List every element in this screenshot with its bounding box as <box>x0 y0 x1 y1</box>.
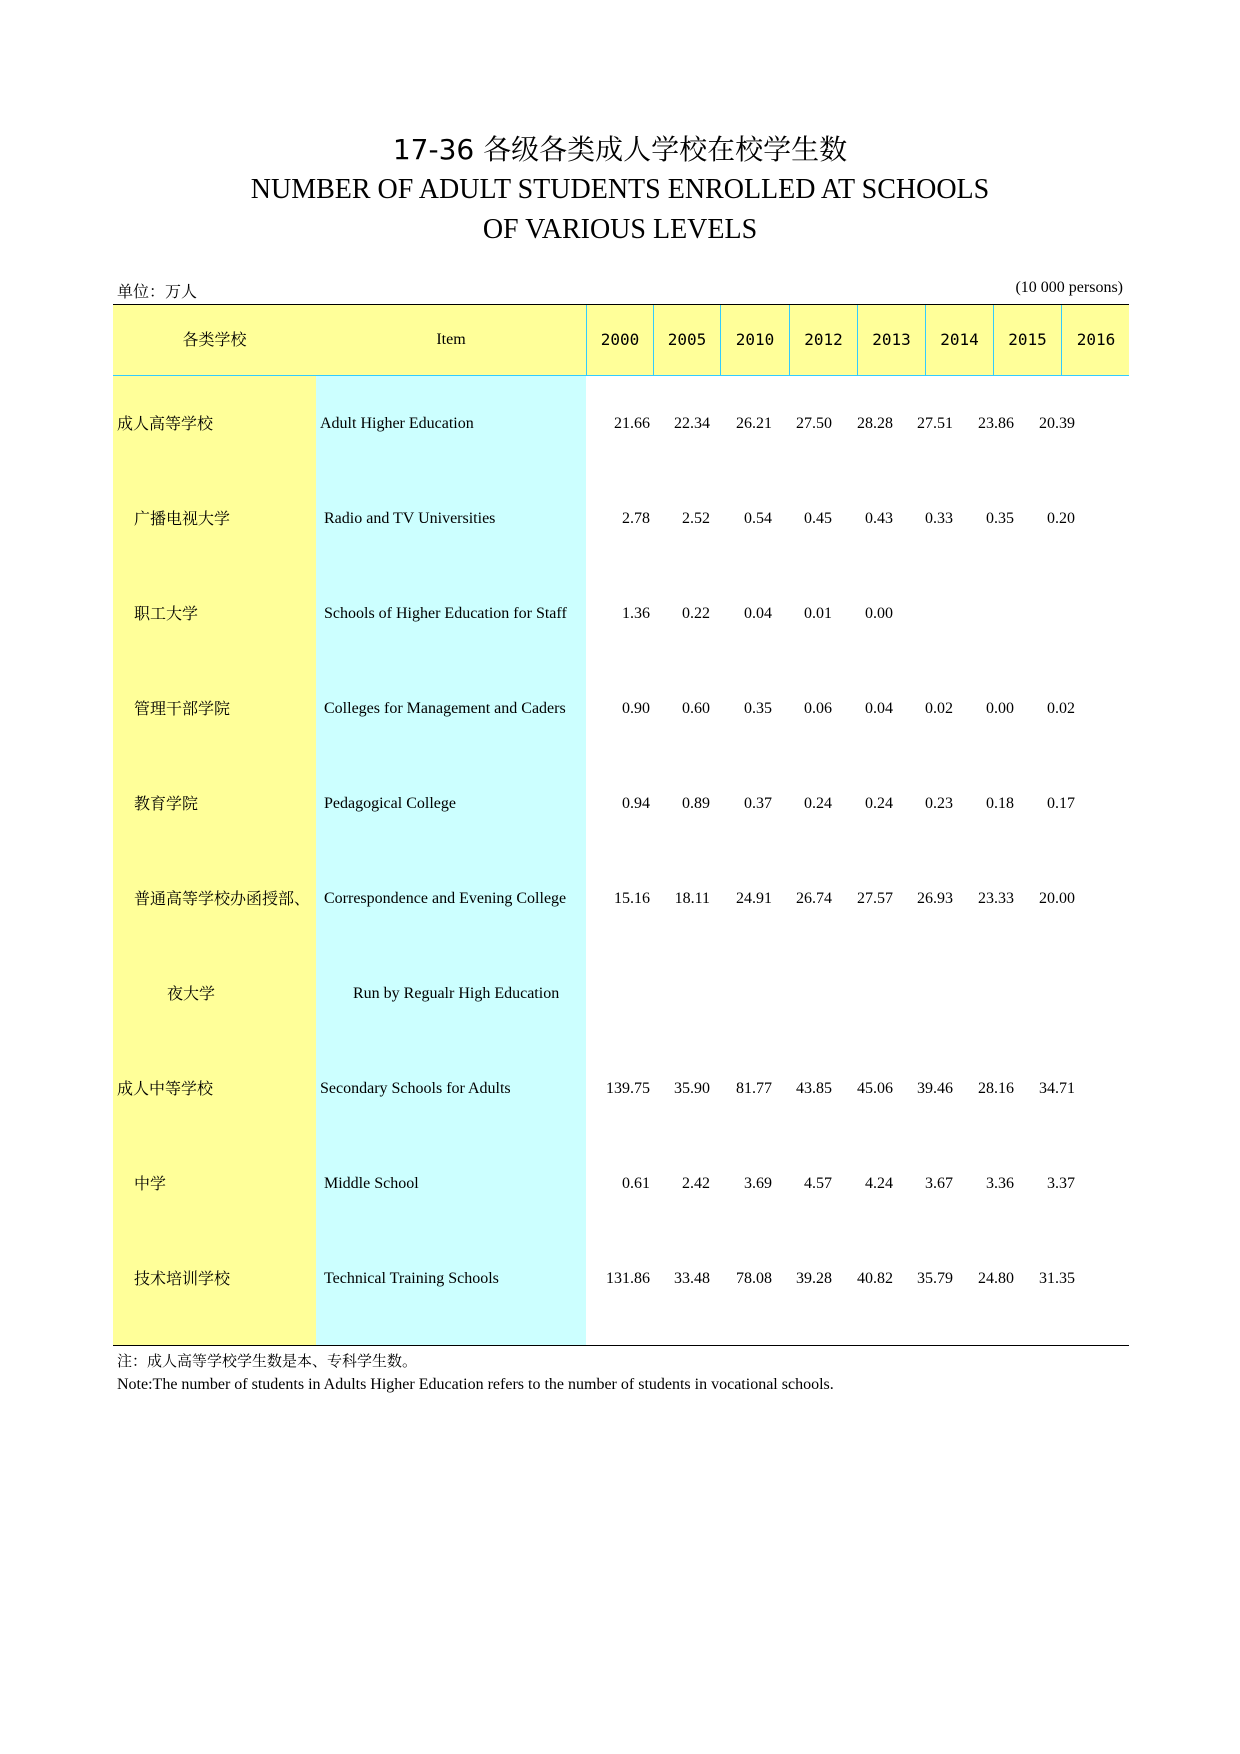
row-label-en: Schools of Higher Education for Staff <box>324 605 567 622</box>
value-cell: 39.28 <box>796 1270 832 1287</box>
value-cell: 0.00 <box>865 605 893 622</box>
header-school-cn: 各类学校 <box>182 330 247 349</box>
row-label-en: Pedagogical College <box>324 795 456 812</box>
value-cell: 139.75 <box>606 1080 650 1097</box>
value-cell <box>948 566 1014 661</box>
value-cell: 34.71 <box>1039 1080 1075 1097</box>
row-label-cn: 广播电视大学 <box>134 509 231 528</box>
value-cell: 33.48 <box>674 1270 710 1287</box>
value-cell: 131.86 <box>606 1270 650 1287</box>
unit-label-cn: 单位：万人 <box>117 284 198 301</box>
row-label-en: Adult Higher Education <box>320 415 474 432</box>
table-row <box>113 376 1129 471</box>
row-label-cn: 成人中等学校 <box>117 1079 214 1098</box>
value-cell: 0.43 <box>865 510 893 527</box>
value-cell: 1.36 <box>622 605 650 622</box>
table-row <box>113 471 1129 566</box>
value-cell: 27.50 <box>796 415 832 432</box>
value-cell: 4.24 <box>865 1175 893 1192</box>
page-title-en-line1: NUMBER OF ADULT STUDENTS ENROLLED AT SCHOOLS <box>250 174 990 205</box>
value-cell: 26.93 <box>917 890 953 907</box>
value-cell: 3.36 <box>986 1175 1014 1192</box>
header-year: 2015 <box>993 305 1061 375</box>
value-cell: 23.86 <box>978 415 1014 432</box>
header-year: 2014 <box>925 305 993 375</box>
page-title-cn: 17-36 各级各类成人学校在校学生数 <box>392 133 848 166</box>
value-cell: 2.78 <box>622 510 650 527</box>
value-cell: 0.23 <box>925 795 953 812</box>
page-title-en-line2: OF VARIOUS LEVELS <box>482 214 758 245</box>
row-label-en: Colleges for Management and Caders <box>324 700 566 717</box>
row-label-cn: 中学 <box>134 1174 167 1193</box>
value-cell: 0.04 <box>865 700 893 717</box>
value-cell <box>827 946 893 1041</box>
value-cell: 0.06 <box>804 700 832 717</box>
value-cell: 21.66 <box>614 415 650 432</box>
value-cell <box>644 946 710 1041</box>
value-cell <box>584 946 650 1041</box>
value-cell: 0.24 <box>865 795 893 812</box>
value-cell: 0.02 <box>1047 700 1075 717</box>
value-cell: 23.33 <box>978 890 1014 907</box>
header-year: 2012 <box>789 305 857 375</box>
row-label-cn: 职工大学 <box>134 604 199 623</box>
header-year: 2016 <box>1061 305 1130 375</box>
value-cell: 0.54 <box>744 510 772 527</box>
value-cell: 0.24 <box>804 795 832 812</box>
value-cell: 35.90 <box>674 1080 710 1097</box>
row-label-cn: 技术培训学校 <box>134 1269 231 1288</box>
value-cell <box>1009 566 1075 661</box>
value-cell: 28.16 <box>978 1080 1014 1097</box>
table-row <box>113 566 1129 661</box>
header-item-en: Item <box>436 331 466 348</box>
table-row <box>113 1041 1129 1136</box>
value-cell: 0.17 <box>1047 795 1075 812</box>
row-label-cn: 夜大学 <box>167 984 216 1003</box>
value-cell: 0.33 <box>925 510 953 527</box>
value-cell: 22.34 <box>674 415 710 432</box>
table-row <box>113 756 1129 851</box>
value-cell: 81.77 <box>736 1080 772 1097</box>
value-cell: 2.42 <box>682 1175 710 1192</box>
row-label-en: Run by Regualr High Education <box>353 985 560 1002</box>
value-cell: 0.35 <box>986 510 1014 527</box>
value-cell: 20.00 <box>1039 890 1075 907</box>
value-cell: 0.04 <box>744 605 772 622</box>
value-cell: 4.57 <box>804 1175 832 1192</box>
value-cell: 26.21 <box>736 415 772 432</box>
value-cell: 0.00 <box>986 700 1014 717</box>
value-cell <box>1009 946 1075 1041</box>
value-cell: 0.89 <box>682 795 710 812</box>
value-cell: 24.80 <box>978 1270 1014 1287</box>
table-row <box>113 1136 1129 1231</box>
value-cell: 43.85 <box>796 1080 832 1097</box>
row-label-cn: 成人高等学校 <box>117 414 214 433</box>
table-row <box>113 851 1129 946</box>
row-label-cn: 教育学院 <box>134 794 199 813</box>
value-cell: 28.28 <box>857 415 893 432</box>
value-cell <box>887 566 953 661</box>
note-cn: 注：成人高等学校学生数是本、专科学生数。 <box>117 1352 418 1370</box>
header-year: 2013 <box>857 305 925 375</box>
row-label-cn: 普通高等学校办函授部、 <box>134 889 311 908</box>
row-label-cn: 管理干部学院 <box>134 699 231 718</box>
value-cell: 24.91 <box>736 890 772 907</box>
value-cell <box>948 946 1014 1041</box>
value-cell: 3.37 <box>1047 1175 1075 1192</box>
value-cell: 18.11 <box>674 890 710 907</box>
value-cell: 0.45 <box>804 510 832 527</box>
row-label-en: Radio and TV Universities <box>324 510 496 527</box>
value-cell: 0.60 <box>682 700 710 717</box>
header-year: 2005 <box>653 305 720 375</box>
value-cell: 3.67 <box>925 1175 953 1192</box>
value-cell: 35.79 <box>917 1270 953 1287</box>
value-cell <box>766 946 832 1041</box>
value-cell: 15.16 <box>614 890 650 907</box>
value-cell: 78.08 <box>736 1270 772 1287</box>
value-cell: 0.18 <box>986 795 1014 812</box>
table-row <box>113 1231 1129 1326</box>
table-row <box>113 661 1129 756</box>
value-cell: 40.82 <box>857 1270 893 1287</box>
table-header <box>113 305 1129 376</box>
value-cell: 0.94 <box>622 795 650 812</box>
value-cell: 0.90 <box>622 700 650 717</box>
row-label-en: Middle School <box>324 1175 419 1192</box>
value-cell: 39.46 <box>917 1080 953 1097</box>
data-table <box>113 304 1129 1346</box>
value-cell: 0.20 <box>1047 510 1075 527</box>
value-cell: 27.51 <box>917 415 953 432</box>
value-cell: 2.52 <box>682 510 710 527</box>
value-cell: 27.57 <box>857 890 893 907</box>
header-year: 2000 <box>586 305 653 375</box>
row-label-en: Correspondence and Evening College <box>324 890 567 907</box>
value-cell: 0.01 <box>804 605 832 622</box>
header-year: 2010 <box>720 305 789 375</box>
value-cell: 0.02 <box>925 700 953 717</box>
value-cell: 31.35 <box>1039 1270 1075 1287</box>
value-cell: 0.22 <box>682 605 710 622</box>
value-cell <box>887 946 953 1041</box>
value-cell: 3.69 <box>744 1175 772 1192</box>
note-en: Note:The number of students in Adults Higher Education refers to the number of students in vocational schools. <box>117 1376 834 1393</box>
table-row <box>113 946 1129 1041</box>
value-cell: 20.39 <box>1039 415 1075 432</box>
value-cell: 0.37 <box>744 795 772 812</box>
value-cell <box>706 946 772 1041</box>
value-cell: 0.61 <box>622 1175 650 1192</box>
value-cell: 26.74 <box>796 890 832 907</box>
value-cell: 0.35 <box>744 700 772 717</box>
value-cell: 45.06 <box>857 1080 893 1097</box>
row-label-en: Secondary Schools for Adults <box>320 1080 511 1097</box>
row-label-en: Technical Training Schools <box>324 1270 499 1287</box>
unit-label-en: (10 000 persons) <box>1015 279 1123 296</box>
